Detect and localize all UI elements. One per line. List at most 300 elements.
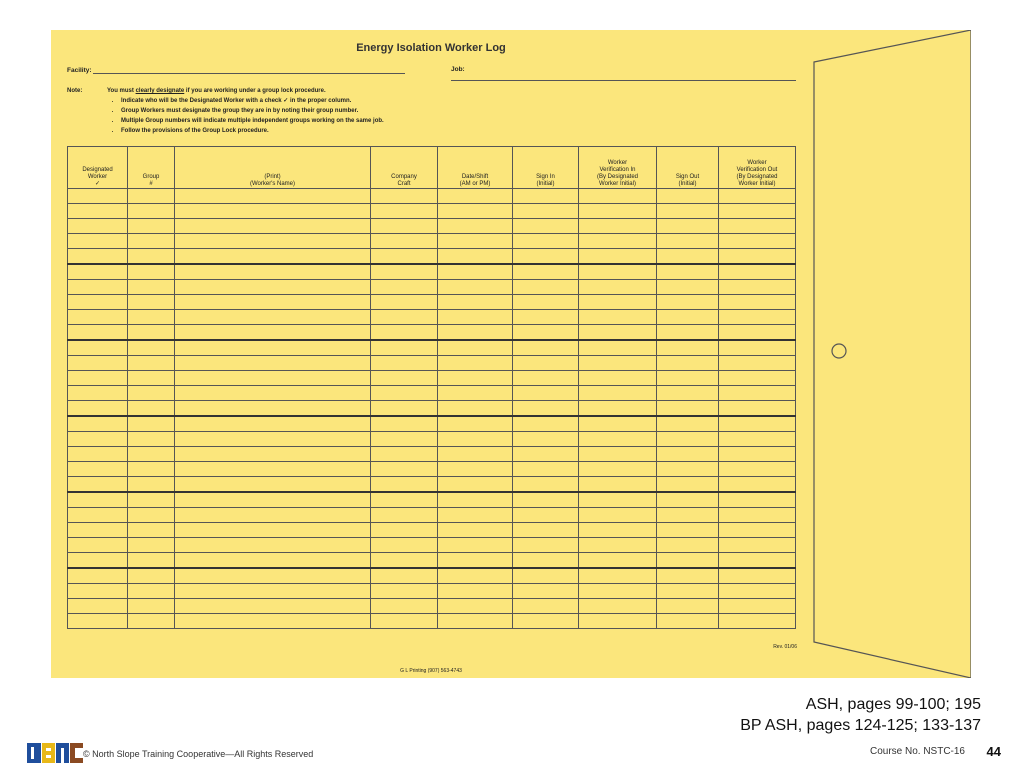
table-cell[interactable] [175,219,371,234]
table-cell[interactable] [719,371,796,386]
table-cell[interactable] [128,477,175,493]
table-cell[interactable] [128,432,175,447]
table-cell[interactable] [371,584,438,599]
table-cell[interactable] [175,189,371,204]
table-cell[interactable] [513,219,579,234]
table-cell[interactable] [68,310,128,325]
table-cell[interactable] [657,264,719,280]
table-cell[interactable] [371,508,438,523]
table-cell[interactable] [657,553,719,569]
table-cell[interactable] [371,462,438,477]
table-cell[interactable] [128,295,175,310]
table-cell[interactable] [438,568,513,584]
slide-footer [0,742,1024,766]
table-cell[interactable] [175,462,371,477]
table-cell[interactable] [719,568,796,584]
table-cell[interactable] [371,401,438,417]
note-bullet: • Follow the provisions of the Group Lock procedure. [121,126,627,136]
table-row [68,204,796,219]
table-cell[interactable] [513,599,579,614]
table-cell[interactable] [128,447,175,462]
table-cell[interactable] [513,295,579,310]
table-cell[interactable] [579,310,657,325]
table-cell[interactable] [719,416,796,432]
table-cell[interactable] [175,204,371,219]
table-cell[interactable] [175,371,371,386]
table-row [68,447,796,462]
table-cell[interactable] [579,508,657,523]
table-cell[interactable] [68,584,128,599]
table-cell[interactable] [438,508,513,523]
table-cell[interactable] [579,234,657,249]
table-cell[interactable] [68,371,128,386]
table-cell[interactable] [719,492,796,508]
table-cell[interactable] [438,614,513,629]
table-cell[interactable] [68,508,128,523]
table-cell[interactable] [579,386,657,401]
table-row [68,599,796,614]
col-date-shift: Date/Shift (AM or PM) [438,147,513,189]
table-cell[interactable] [438,371,513,386]
table-cell[interactable] [657,310,719,325]
table-cell[interactable] [719,553,796,569]
table-cell[interactable] [579,477,657,493]
table-cell[interactable] [175,523,371,538]
table-cell[interactable] [438,492,513,508]
table-cell[interactable] [579,492,657,508]
table-cell[interactable] [579,325,657,341]
table-cell[interactable] [657,371,719,386]
table-cell[interactable] [513,538,579,553]
table-cell[interactable] [175,249,371,265]
table-cell[interactable] [438,462,513,477]
table-cell[interactable] [657,249,719,265]
citation-line: BP ASH, pages 124-125; 133-137 [740,717,981,734]
table-cell[interactable] [513,553,579,569]
table-cell[interactable] [175,447,371,462]
table-cell[interactable] [719,432,796,447]
facility-line[interactable] [93,66,405,74]
table-cell[interactable] [371,234,438,249]
table-cell[interactable] [657,325,719,341]
table-cell[interactable] [657,234,719,249]
table-cell[interactable] [175,599,371,614]
table-cell[interactable] [657,295,719,310]
job-field [451,66,811,81]
table-cell[interactable] [68,538,128,553]
table-cell[interactable] [513,508,579,523]
table-cell[interactable] [175,614,371,629]
table-cell[interactable] [68,401,128,417]
table-cell[interactable] [128,523,175,538]
table-cell[interactable] [513,401,579,417]
table-cell[interactable] [438,538,513,553]
table-cell[interactable] [513,568,579,584]
table-cell[interactable] [68,568,128,584]
table-cell[interactable] [719,462,796,477]
table-cell[interactable] [657,447,719,462]
table-cell[interactable] [719,295,796,310]
table-cell[interactable] [579,462,657,477]
table-cell[interactable] [68,249,128,265]
table-cell[interactable] [719,386,796,401]
table-cell[interactable] [128,386,175,401]
table-cell[interactable] [128,356,175,371]
table-cell[interactable] [371,249,438,265]
col-company-craft: Company Craft [371,147,438,189]
table-cell[interactable] [657,523,719,538]
table-cell[interactable] [513,492,579,508]
note-label: Note: [67,88,83,94]
table-cell[interactable] [438,432,513,447]
table-cell[interactable] [513,234,579,249]
table-cell[interactable] [719,523,796,538]
table-cell[interactable] [513,356,579,371]
table-cell[interactable] [719,356,796,371]
job-line[interactable] [451,73,796,81]
table-cell[interactable] [371,538,438,553]
table-row [68,280,796,295]
table-cell[interactable] [579,189,657,204]
table-cell[interactable] [657,584,719,599]
table-cell[interactable] [513,280,579,295]
table-cell[interactable] [68,356,128,371]
table-cell[interactable] [371,189,438,204]
table-row [68,371,796,386]
table-cell[interactable] [438,310,513,325]
table-cell[interactable] [68,614,128,629]
table-cell[interactable] [68,447,128,462]
table-cell[interactable] [68,204,128,219]
table-cell[interactable] [657,599,719,614]
table-cell[interactable] [719,280,796,295]
table-cell[interactable] [68,219,128,234]
table-cell[interactable] [719,614,796,629]
table-cell[interactable] [513,340,579,356]
table-cell[interactable] [371,371,438,386]
table-cell[interactable] [438,204,513,219]
table-cell[interactable] [68,325,128,341]
table-cell[interactable] [175,584,371,599]
table-cell[interactable] [175,416,371,432]
table-cell[interactable] [128,249,175,265]
table-cell[interactable] [175,568,371,584]
table-cell[interactable] [438,447,513,462]
table-row [68,492,796,508]
table-cell[interactable] [438,584,513,599]
table-cell[interactable] [128,371,175,386]
table-cell[interactable] [371,280,438,295]
table-cell[interactable] [128,416,175,432]
table-row [68,249,796,265]
table-cell[interactable] [657,508,719,523]
table-cell[interactable] [513,325,579,341]
table-cell[interactable] [579,264,657,280]
table-cell[interactable] [513,447,579,462]
table-cell[interactable] [68,462,128,477]
table-cell[interactable] [175,264,371,280]
job-label: Job: [451,66,465,73]
table-cell[interactable] [719,204,796,219]
table-cell[interactable] [128,280,175,295]
table-cell[interactable] [128,538,175,553]
table-cell[interactable] [68,523,128,538]
table-cell[interactable] [438,340,513,356]
table-row [68,538,796,553]
table-cell[interactable] [579,340,657,356]
table-cell[interactable] [68,477,128,493]
table-cell[interactable] [579,584,657,599]
table-cell[interactable] [513,249,579,265]
table-row [68,325,796,341]
table-cell[interactable] [579,204,657,219]
table-cell[interactable] [579,553,657,569]
table-cell[interactable] [579,295,657,310]
table-cell[interactable] [175,508,371,523]
table-cell[interactable] [128,584,175,599]
col-designated-worker: Designated Worker ✓ [68,147,128,189]
table-cell[interactable] [513,416,579,432]
table-cell[interactable] [128,462,175,477]
table-cell[interactable] [657,432,719,447]
table-cell[interactable] [371,492,438,508]
table-cell[interactable] [175,340,371,356]
table-cell[interactable] [175,280,371,295]
table-cell[interactable] [513,371,579,386]
table-cell[interactable] [657,219,719,234]
table-cell[interactable] [128,219,175,234]
table-row [68,523,796,538]
table-cell[interactable] [175,295,371,310]
table-cell[interactable] [513,264,579,280]
table-cell[interactable] [657,386,719,401]
table-cell[interactable] [579,432,657,447]
table-cell[interactable] [175,553,371,569]
table-cell[interactable] [68,492,128,508]
table-cell[interactable] [657,280,719,295]
table-cell[interactable] [657,340,719,356]
table-cell[interactable] [657,477,719,493]
table-row [68,310,796,325]
table-cell[interactable] [719,219,796,234]
table-row [68,584,796,599]
table-cell[interactable] [438,280,513,295]
table-cell[interactable] [579,280,657,295]
table-cell[interactable] [579,219,657,234]
table-cell[interactable] [719,477,796,493]
table-cell[interactable] [438,249,513,265]
table-cell[interactable] [438,356,513,371]
col-worker-name: (Print) (Worker's Name) [175,147,371,189]
table-cell[interactable] [371,614,438,629]
table-cell[interactable] [371,523,438,538]
table-cell[interactable] [657,492,719,508]
table-cell[interactable] [371,386,438,401]
nstc-logo-icon [27,742,85,764]
table-cell[interactable] [657,401,719,417]
table-cell[interactable] [128,401,175,417]
table-cell[interactable] [371,295,438,310]
table-cell[interactable] [68,295,128,310]
table-cell[interactable] [371,599,438,614]
table-cell[interactable] [719,447,796,462]
table-cell[interactable] [175,325,371,341]
table-cell[interactable] [371,477,438,493]
table-cell[interactable] [657,416,719,432]
table-cell[interactable] [657,204,719,219]
table-cell[interactable] [128,234,175,249]
table-cell[interactable] [513,432,579,447]
table-cell[interactable] [371,219,438,234]
table-cell[interactable] [719,264,796,280]
table-cell[interactable] [579,523,657,538]
table-cell[interactable] [657,538,719,553]
table-cell[interactable] [513,189,579,204]
table-cell[interactable] [128,508,175,523]
table-cell[interactable] [175,492,371,508]
table-cell[interactable] [579,568,657,584]
col-verification-out: Worker Verification Out (By Designated Worker Initial) [719,147,796,189]
table-cell[interactable] [579,356,657,371]
table-cell[interactable] [579,538,657,553]
worker-log-table [67,146,796,629]
revision-label: Rev. 01/06 [773,644,797,650]
table-cell[interactable] [68,189,128,204]
table-cell[interactable] [128,553,175,569]
table-cell[interactable] [719,599,796,614]
table-cell[interactable] [68,234,128,249]
table-cell[interactable] [371,356,438,371]
table-cell[interactable] [719,234,796,249]
table-cell[interactable] [128,204,175,219]
table-cell[interactable] [513,204,579,219]
table-cell[interactable] [371,264,438,280]
table-cell[interactable] [657,189,719,204]
table-cell[interactable] [513,386,579,401]
table-cell[interactable] [128,568,175,584]
table-cell[interactable] [657,568,719,584]
note-intro: You must clearly designate if you are working under a group lock procedure. [107,88,326,94]
table-cell[interactable] [438,386,513,401]
table-cell[interactable] [128,325,175,341]
table-cell[interactable] [719,310,796,325]
table-cell[interactable] [513,523,579,538]
table-cell[interactable] [579,447,657,462]
table-cell[interactable] [371,340,438,356]
table-cell[interactable] [68,264,128,280]
table-cell[interactable] [371,325,438,341]
table-cell[interactable] [579,416,657,432]
table-cell[interactable] [438,416,513,432]
table-cell[interactable] [579,401,657,417]
table-cell[interactable] [68,553,128,569]
table-cell[interactable] [128,189,175,204]
table-cell[interactable] [657,356,719,371]
table-cell[interactable] [719,189,796,204]
table-cell[interactable] [175,538,371,553]
table-cell[interactable] [438,553,513,569]
table-cell[interactable] [371,553,438,569]
flap-shape [814,30,971,678]
table-cell[interactable] [128,599,175,614]
table-cell[interactable] [175,386,371,401]
table-cell[interactable] [128,492,175,508]
table-cell[interactable] [513,310,579,325]
table-cell[interactable] [371,432,438,447]
table-cell[interactable] [719,508,796,523]
table-cell[interactable] [719,249,796,265]
table-row [68,219,796,234]
table-cell[interactable] [438,477,513,493]
table-cell[interactable] [438,264,513,280]
table-cell[interactable] [719,584,796,599]
table-cell[interactable] [579,599,657,614]
table-cell[interactable] [175,432,371,447]
table-cell[interactable] [513,614,579,629]
table-cell[interactable] [175,356,371,371]
table-cell[interactable] [68,340,128,356]
table-cell[interactable] [371,568,438,584]
table-cell[interactable] [68,432,128,447]
table-cell[interactable] [438,401,513,417]
col-sign-in: Sign In (Initial) [513,147,579,189]
table-cell[interactable] [657,462,719,477]
table-cell[interactable] [438,325,513,341]
table-cell[interactable] [175,234,371,249]
table-row [68,189,796,204]
table-cell[interactable] [579,249,657,265]
table-cell[interactable] [719,401,796,417]
table-cell[interactable] [371,447,438,462]
table-cell[interactable] [438,523,513,538]
table-cell[interactable] [128,340,175,356]
table-cell[interactable] [128,264,175,280]
table-cell[interactable] [579,371,657,386]
table-cell[interactable] [68,416,128,432]
table-row [68,264,796,280]
table-cell[interactable] [513,477,579,493]
table-cell[interactable] [68,280,128,295]
table-cell[interactable] [68,599,128,614]
table-cell[interactable] [719,340,796,356]
table-cell[interactable] [128,310,175,325]
table-cell[interactable] [438,189,513,204]
table-cell[interactable] [719,325,796,341]
table-cell[interactable] [719,538,796,553]
page-number: 44 [986,744,1001,759]
binder-cover-flap [811,30,971,678]
table-cell[interactable] [371,204,438,219]
table-row [68,386,796,401]
table-cell[interactable] [513,462,579,477]
table-cell[interactable] [657,614,719,629]
table-row [68,568,796,584]
table-cell[interactable] [128,614,175,629]
table-cell[interactable] [438,599,513,614]
table-cell[interactable] [175,310,371,325]
table-cell[interactable] [68,386,128,401]
table-cell[interactable] [438,234,513,249]
table-cell[interactable] [438,219,513,234]
table-cell[interactable] [579,614,657,629]
table-cell[interactable] [371,310,438,325]
table-cell[interactable] [513,584,579,599]
table-row [68,508,796,523]
table-cell[interactable] [175,401,371,417]
table-cell[interactable] [438,295,513,310]
table-cell[interactable] [371,416,438,432]
table-cell[interactable] [175,477,371,493]
